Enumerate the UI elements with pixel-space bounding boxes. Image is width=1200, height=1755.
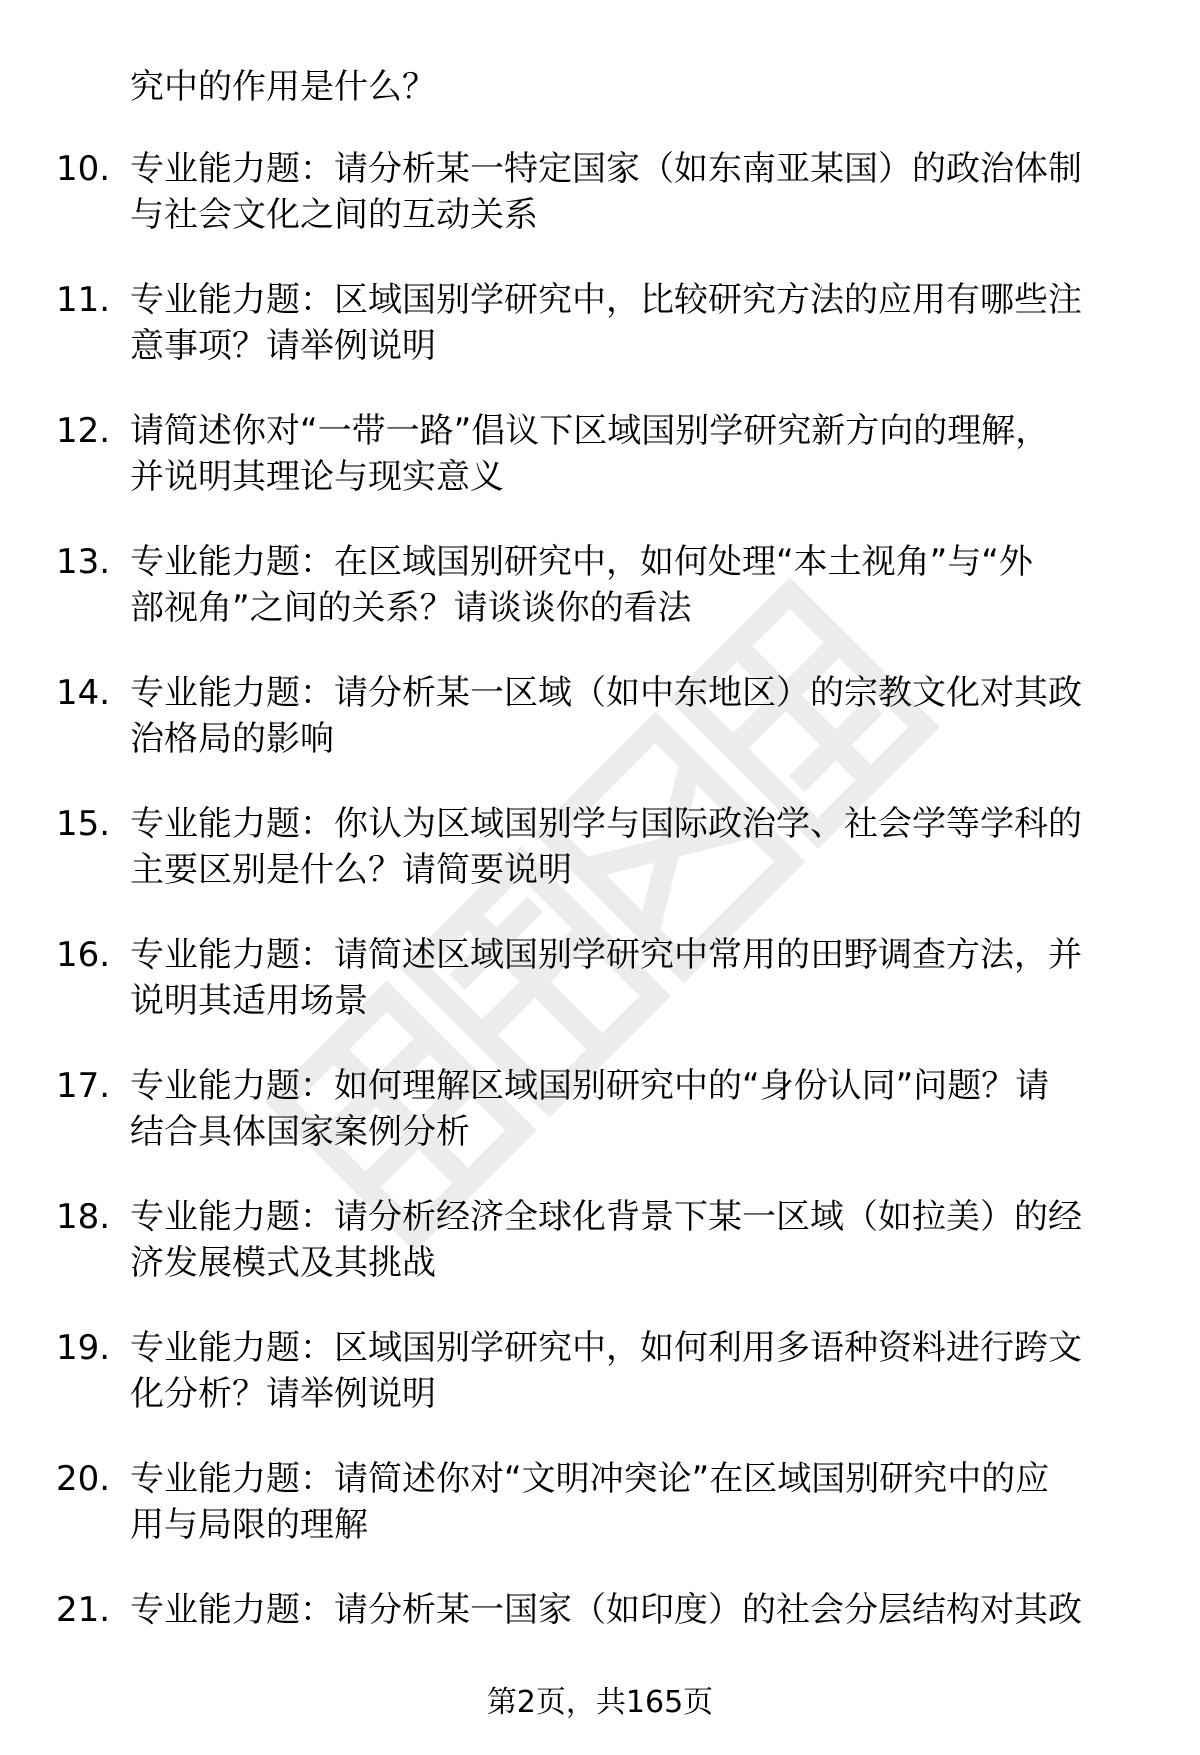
question-item [0,539,1200,670]
question-item [0,1456,1200,1587]
question-text-line: 专业能力题：如何理解区域国别研究中的“身份认同”问题？请 [130,1066,1050,1106]
question-text-line: 专业能力题：区域国别学研究中，比较研究方法的应用有哪些注 [130,280,1082,320]
question-number: 21. [56,1590,111,1630]
question-number: 11. [56,280,111,320]
question-text-line: 用与局限的理解 [130,1505,368,1545]
question-text-line: 意事项？请举例说明 [130,326,436,366]
question-item [0,1325,1200,1456]
question-text-line: 专业能力题：请分析某一特定国家（如东南亚某国）的政治体制 [130,149,1082,189]
question-text-line: 化分析？请举例说明 [130,1374,436,1414]
question-text-line: 济发展模式及其挑战 [130,1243,436,1283]
question-text-line: 专业能力题：请简述你对“文明冲突论”在区域国别研究中的应 [130,1459,1050,1499]
question-text-line: 专业能力题：请分析某一国家（如印度）的社会分层结构对其政 [130,1590,1082,1630]
question-number: 12. [56,411,111,451]
question-text-line: 专业能力题：区域国别学研究中，如何利用多语种资料进行跨文 [130,1328,1082,1368]
question-list [0,146,1200,1718]
question-text-line: 说明其适用场景 [130,981,368,1021]
question-text-line: 并说明其理论与现实意义 [130,457,504,497]
question-text-line: 部视角”之间的关系？请谈谈你的看法 [130,588,692,628]
question-number: 14. [56,673,111,713]
question-number: 17. [56,1066,111,1106]
page-footer: 第2页，共165页 [486,1685,714,1720]
question-text-line: 与社会文化之间的互动关系 [130,195,538,235]
question-number: 13. [56,542,111,582]
question-number: 10. [56,149,111,189]
question-number: 19. [56,1328,111,1368]
question-text-line: 主要区别是什么？请简要说明 [130,850,572,890]
question-item [0,670,1200,801]
question-item [0,408,1200,539]
question-text-line: 结合具体国家案例分析 [130,1112,470,1152]
question-item [0,1063,1200,1194]
question-text-line: 专业能力题：你认为区域国别学与国际政治学、社会学等学科的 [130,804,1082,844]
question-number: 15. [56,804,111,844]
question-text-line: 专业能力题：请简述区域国别学研究中常用的田野调查方法，并 [130,935,1082,975]
question-number: 16. [56,935,111,975]
continuation-text: 究中的作用是什么？ [130,67,436,107]
question-number: 20. [56,1459,111,1499]
question-number: 18. [56,1197,111,1237]
question-text-line: 专业能力题：请分析经济全球化背景下某一区域（如拉美）的经 [130,1197,1082,1237]
question-text-line: 专业能力题：请分析某一区域（如中东地区）的宗教文化对其政 [130,673,1082,713]
question-item [0,1194,1200,1325]
question-item [0,801,1200,932]
question-text-line: 治格局的影响 [130,719,334,759]
question-item [0,146,1200,277]
question-item [0,932,1200,1063]
question-text-line: 专业能力题：在区域国别研究中，如何处理“本土视角”与“外 [130,542,1033,582]
question-item [0,277,1200,408]
question-text-line: 请简述你对“一带一路”倡议下区域国别学研究新方向的理解， [130,411,1050,451]
